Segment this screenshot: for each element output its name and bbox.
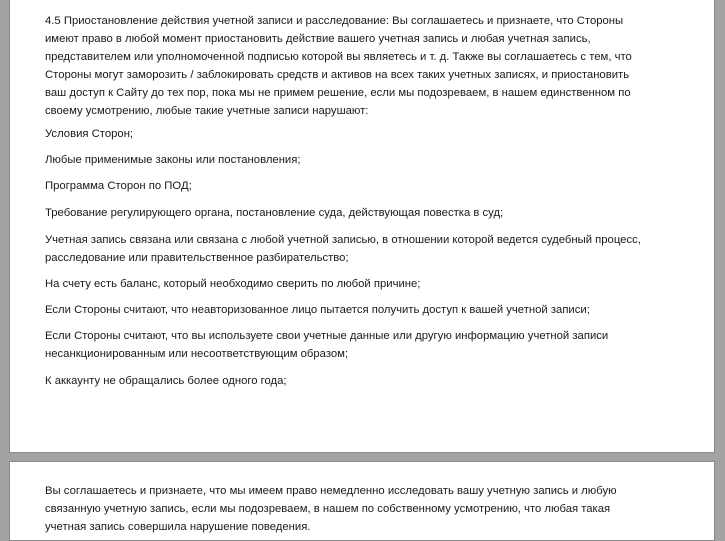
paragraph bbox=[45, 231, 641, 267]
document-page-2 bbox=[9, 461, 715, 541]
paragraph bbox=[45, 12, 632, 120]
paragraph bbox=[45, 275, 420, 293]
text-line: несанкционированным или несоответствующим образом; bbox=[45, 348, 349, 360]
text-line: Если Стороны считают, что неавторизованное лицо пытается получить доступ к вашей учетной записи; bbox=[45, 304, 590, 316]
text-line: учетная запись совершила нарушение поведения. bbox=[45, 521, 311, 533]
text-line: На счету есть баланс, который необходимо сверить по любой причине; bbox=[45, 278, 421, 290]
text-line: 4.5 Приостановление действия учетной записи и расследование: Вы соглашаетесь и признаете, что Стороны bbox=[45, 15, 624, 27]
text-line: расследование или правительственное разбирательство; bbox=[45, 252, 349, 264]
text-line: Стороны могут заморозить / заблокировать средств и активов на всех таких учетных записях, и приостановить bbox=[45, 69, 630, 81]
text-line: Условия Сторон; bbox=[45, 128, 134, 140]
paragraph bbox=[45, 327, 608, 363]
text-line: Любые применимые законы или постановления; bbox=[45, 154, 301, 166]
paragraph bbox=[45, 151, 301, 169]
paragraph bbox=[45, 482, 617, 536]
text-line: своему усмотрению, любые такие учетные записи нарушают: bbox=[45, 105, 369, 117]
text-line: имеют право в любой момент приостановить действие вашего учетная запись и любая учетная запись, bbox=[45, 33, 591, 45]
paragraph bbox=[45, 372, 287, 390]
text-line: Если Стороны считают, что вы используете свои учетные данные или другую информацию учетной записи bbox=[45, 330, 609, 342]
paragraph bbox=[45, 177, 192, 195]
text-line: Требование регулирующего органа, постановление суда, действующая повестка в суд; bbox=[45, 207, 504, 219]
document-page-1 bbox=[9, 0, 715, 453]
text-line: Вы соглашаетесь и признаете, что мы имеем право немедленно исследовать вашу учетную запись и любую bbox=[45, 485, 617, 497]
paragraph bbox=[45, 125, 133, 143]
text-line: Учетная запись связана или связана с любой учетной записью, в отношении которой ведется судебный процесс, bbox=[45, 234, 641, 246]
paragraph bbox=[45, 301, 590, 319]
text-line: связанную учетную запись, если мы подозреваем, в нашем по собственному усмотрению, что любая такая bbox=[45, 503, 611, 515]
text-line: К аккаунту не обращались более одного года; bbox=[45, 375, 287, 387]
paragraph bbox=[45, 204, 503, 222]
text-line: ваш доступ к Сайту до тех пор, пока мы не примем решение, если мы подозреваем, в нашем единственном по bbox=[45, 87, 631, 99]
text-line: Программа Сторон по ПОД; bbox=[45, 180, 192, 192]
text-line: представителем или уполномоченной подписью которой вы являетесь и т. д. Также вы соглашаетесь с тем, что bbox=[45, 51, 632, 63]
